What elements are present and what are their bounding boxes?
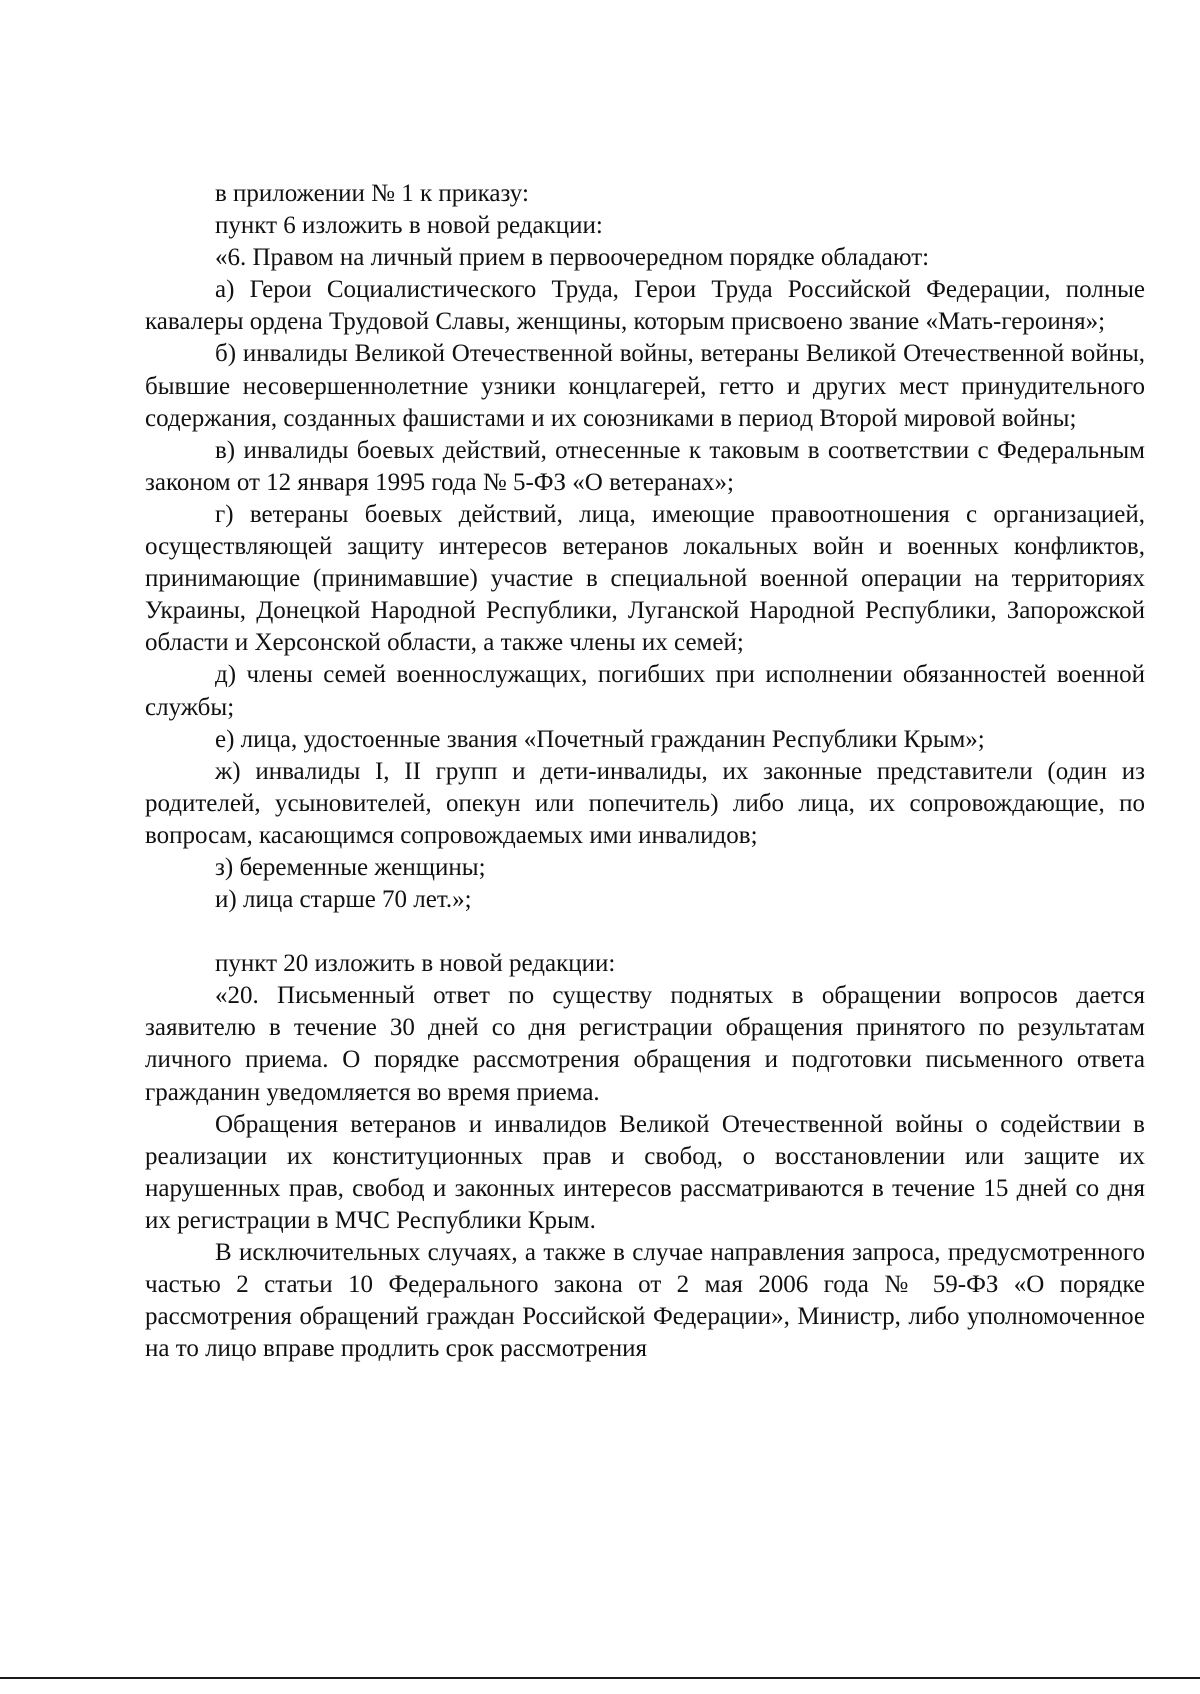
- paragraph-item6-e: е) лица, удостоенные звания «Почетный гражданин Республики Крым»;: [215, 725, 985, 753]
- paragraph-item6-intro: пункт 6 изложить в новой редакции:: [215, 212, 603, 240]
- paragraph-item6-v: в) инвалиды боевых действий, отнесенные к таковым в соответствии с Федеральным законом от 12 января 1995 года № 5-ФЗ «О ветеранах»;: [145, 436, 1145, 496]
- paragraph-item6-z: з) беременные женщины;: [215, 853, 486, 881]
- bottom-rule-divider: [0, 1677, 1200, 1679]
- paragraph-item20-veterans: Обращения ветеранов и инвалидов Великой Отечественной войны о содействии в реализации их конституционных прав и свобод, о восстановлении или защите их нарушенных прав, свобод и законных интересов рассматриваются в течение 15 дней со дня их регистрации в МЧС Республики Крым.: [145, 1110, 1145, 1234]
- paragraph-gap: [145, 916, 1145, 948]
- paragraph-item6-g: г) ветераны боевых действий, лица, имеющие правоотношения с организацией, осуществляющей защиту интересов ветеранов локальных войн и военных конфликтов, принимающие (принимавшие) участие в специальной военной операции на территориях Украины, Донецкой Народной Республики, Луганской Народной Республики, Запорожской области и Херсонской области, а также члены их семей;: [145, 500, 1145, 657]
- paragraph-item6-a: а) Герои Социалистического Труда, Герои Труда Российской Федерации, полные кавалеры ордена Трудовой Славы, женщины, которым присвоено звание «Мать-героиня»;: [145, 276, 1145, 336]
- paragraph-item20-exceptions: В исключительных случаях, а также в случае направления запроса, предусмотренного частью 2 статьи 10 Федерального закона от 2 мая 2006 года № 59-ФЗ «О порядке рассмотрения обращений граждан Российской Федерации», Министр, либо уполномоченное на то лицо вправе продлить срок рассмотрения: [145, 1239, 1145, 1363]
- paragraph-item6-b: б) инвалиды Великой Отечественной войны, ветераны Великой Отечественной войны, бывшие несовершеннолетние узники концлагерей, гетто и других мест принудительного содержания, созданных фашистами и их союзниками в период Второй мировой войны;: [145, 340, 1145, 432]
- paragraph-item6-d: д) члены семей военнослужащих, погибших при исполнении обязанностей военной службы;: [145, 661, 1145, 721]
- document-page: [145, 178, 1145, 1365]
- paragraph-item20-main: «20. Письменный ответ по существу поднятых в обращении вопросов дается заявителю в течение 30 дней со дня регистрации обращения принятого по результатам личного приема. О порядке рассмотрения обращения и подготовки письменного ответа гражданин уведомляется во время приема.: [145, 982, 1145, 1106]
- paragraph-appendix-ref: в приложении № 1 к приказу:: [215, 180, 529, 207]
- paragraph-item6-i: и) лица старше 70 лет.»;: [215, 886, 472, 914]
- paragraph-item6-zh: ж) инвалиды I, II групп и дети-инвалиды, их законные представители (один из родителей, усыновителей, опекун или попечитель) либо лица, их сопровождающие, по вопросам, касающимся сопровождаемых ими инвалидов;: [145, 757, 1145, 849]
- paragraph-item20-intro: пункт 20 изложить в новой редакции:: [215, 950, 616, 978]
- paragraph-item6-heading: «6. Правом на личный прием в первоочередном порядке обладают:: [215, 244, 930, 272]
